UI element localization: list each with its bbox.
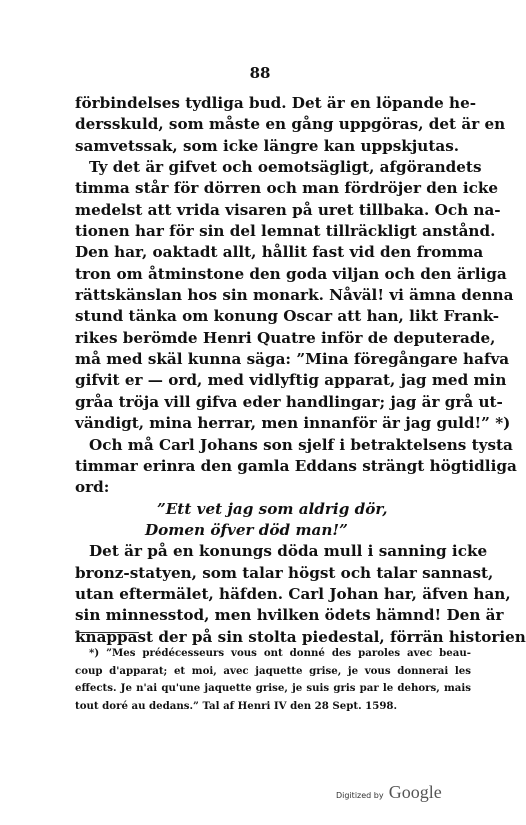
verse-line: [75, 499, 471, 520]
footnote-divider: [75, 632, 139, 633]
body-line: gråa tröja vill gifva eder handlingar; jag är grå ut-: [75, 392, 503, 411]
body-line: utan eftermälet, häfden. Carl Johan har, äfven han,: [75, 584, 511, 603]
footnote-line: *) ”Mes prédécesseurs vous ont donné des paroles avec beau-: [89, 647, 471, 659]
verse-line: [75, 520, 471, 541]
footnote: [75, 645, 471, 715]
body-line: Det är på en konungs döda mull i sanning icke: [89, 542, 488, 561]
body-line: dersskuld, som måste en gång uppgöras, det är en: [75, 115, 506, 134]
body-line: förbindelses tydliga bud. Det är en löpande he-: [75, 94, 477, 112]
body-line: timma står för dörren och man fördröjer den icke: [75, 179, 499, 198]
body-line: Den har, oaktadt allt, hållit fast vid den fromma: [75, 243, 484, 262]
digitization-credit: [336, 782, 442, 803]
body-line: tron om åtminstone den goda viljan och den ärliga: [75, 264, 507, 283]
body-line: bronz-statyen, som talar högst och talar sannast,: [75, 563, 494, 582]
body-line: stund tänka om konung Oscar att han, likt Frank-: [75, 307, 500, 326]
footnote-line: effects. Je n'ai qu'une jaquette grise, je suis gris par le dehors, mais: [75, 682, 471, 694]
credit-prefix: Digitized by: [336, 791, 384, 800]
footnote-line: tout doré au dedans.” Tal af Henri IV den 28 Sept. 1598.: [75, 699, 398, 712]
verse-text: ”Ett vet jag som aldrig dör,: [157, 499, 388, 518]
body-line: timmar erinra den gamla Eddans strängt högtidliga: [75, 456, 517, 475]
body-line: medelst att vrida visaren på uret tillbaka. Och na-: [75, 200, 501, 219]
body-line: Och må Carl Johans son sjelf i betraktelsens tysta: [89, 435, 513, 454]
page-number: 88: [249, 64, 271, 82]
body-line: vändigt, mina herrar, men innanför är jag guld!” *): [75, 414, 511, 433]
body-line: rikes berömde Henri Quatre inför de deputerade,: [75, 328, 496, 347]
google-logo: Google: [388, 782, 442, 802]
body-line: sin minnesstod, men hvilken ödets hämnd! Den är: [75, 606, 504, 625]
body-line: rättskänslan hos sin monark. Nåväl! vi ämna denna: [75, 286, 514, 305]
verse-text: Domen öfver död man!”: [145, 520, 348, 539]
body-line: ord:: [75, 478, 110, 497]
body-line: tionen har för sin del lemnat tillräckligt anstånd.: [75, 222, 496, 241]
footnote-line: coup d'apparat; et moi, avec jaquette grise, je vous donnerai les: [75, 664, 471, 677]
body-line: samvetssak, som icke längre kan uppskjutas.: [75, 136, 460, 155]
body-line: Ty det är gifvet och oemotsägligt, afgörandets: [89, 158, 482, 177]
body-text: [75, 93, 526, 648]
body-line: må med skäl kunna säga: ”Mina föregångare hafva: [75, 350, 510, 369]
body-line: gifvit er — ord, med vidlyftig apparat, jag med min: [75, 371, 507, 390]
body-line: knappast der på sin stolta piedestal, förrän historien: [75, 627, 526, 646]
